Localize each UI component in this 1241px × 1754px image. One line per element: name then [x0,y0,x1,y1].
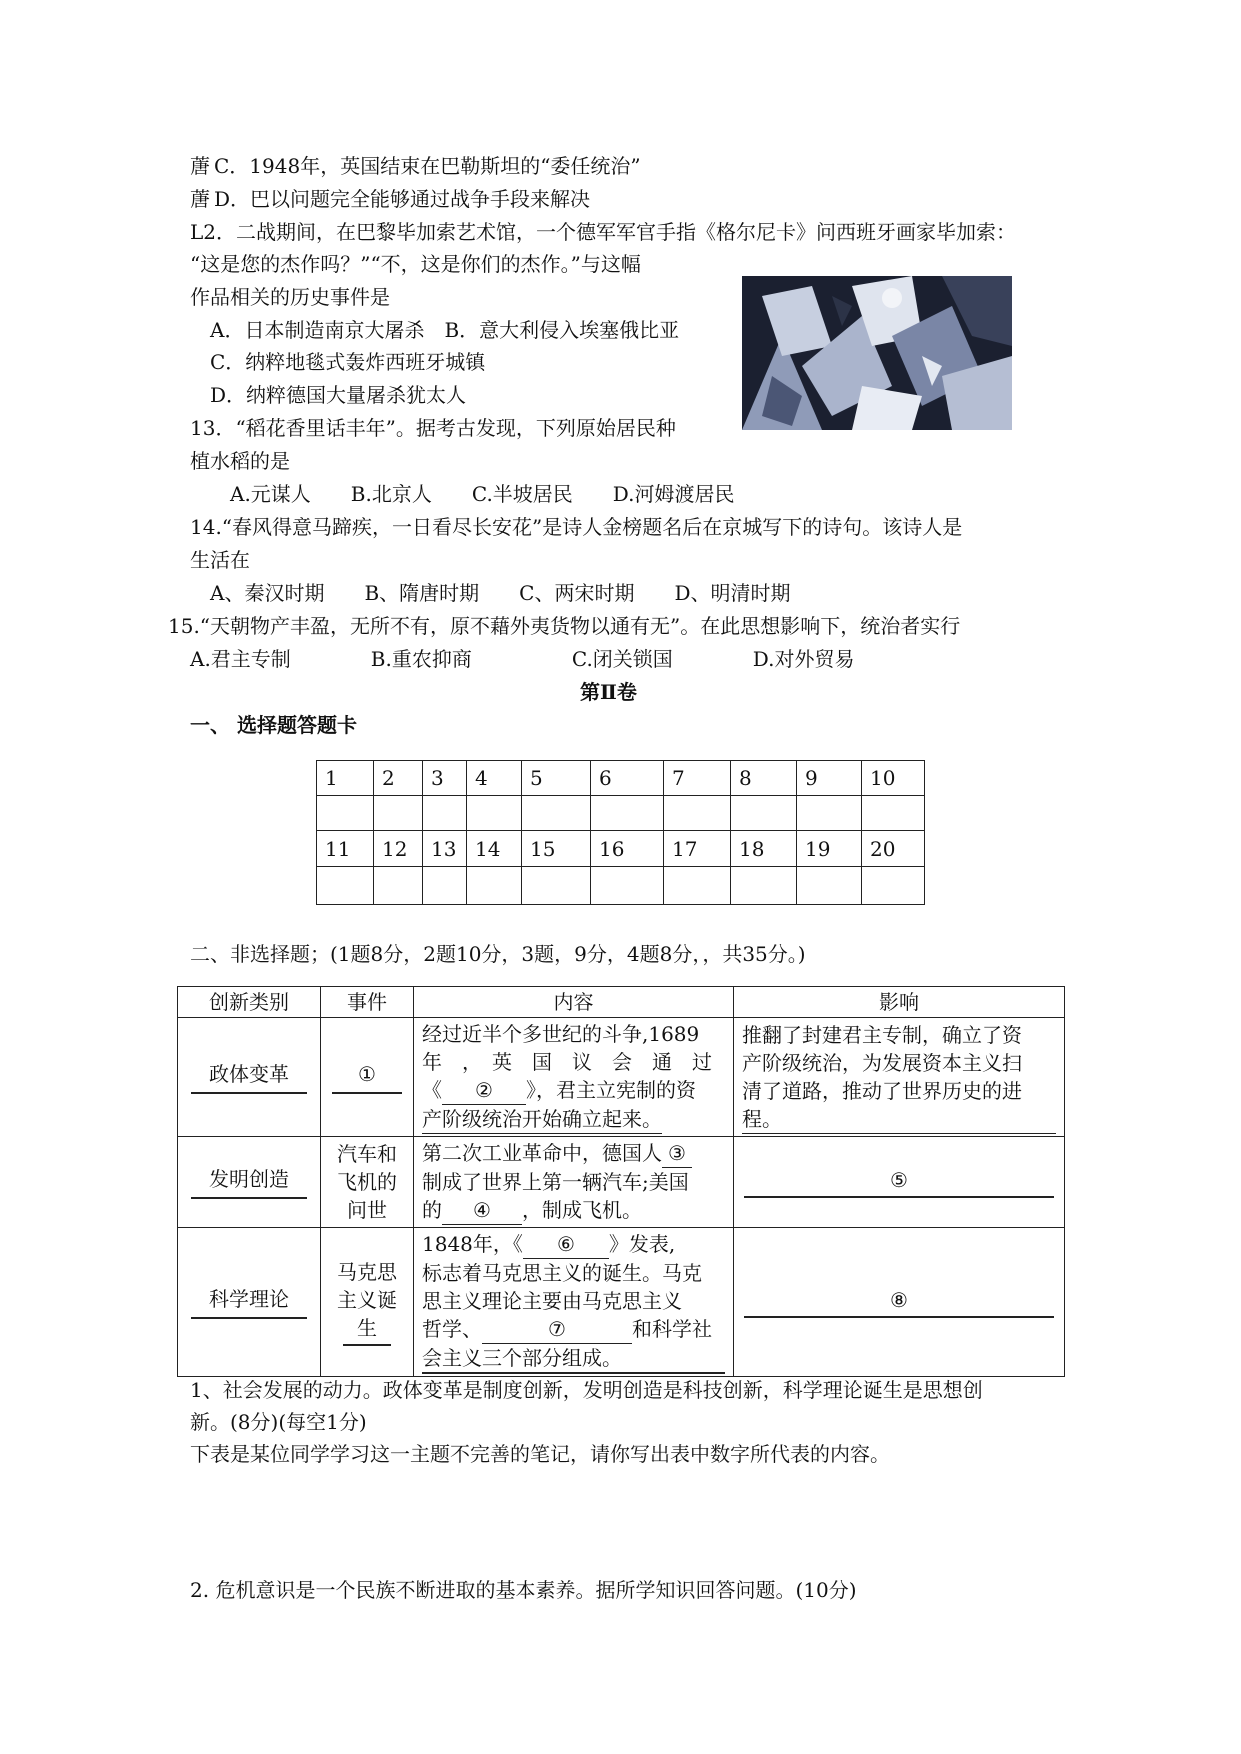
answer-card-cell[interactable] [522,867,591,905]
q12-stem-2: “这是您的杰作吗？”“不，这是你们的杰作。”与这幅 [190,252,641,276]
content-text: 1848年，《 [422,1232,523,1256]
q1-stem-1: 1、社会发展的动力。政体变革是制度创新，发明创造是科技创新，科学理论诞生是思想创 [190,1378,983,1402]
answer-card-number: 10 [862,761,925,796]
q15-stem: 15.“天朝物产丰盈，无所不有，原不藉外夷货物以通有无”。在此思想影响下，统治者实行 [168,614,961,638]
q13-stem-1: 13．“稻花香里话丰年”。据考古发现，下列原始居民种 [190,416,676,440]
section2-title: 二、非选择题；(1题8分，2题10分，3题，9分，4题8分，，共35分。) [190,942,806,966]
q14-options: A、秦汉时期 B、隋唐时期 C、两宋时期 D、明清时期 [210,581,791,605]
content-text: 第二次工业革命中，德国人 [422,1141,662,1165]
header-category: 创新类别 [178,987,321,1018]
q12-options-ab: A．日本制造南京大屠杀 B．意大利侵入埃塞俄比亚 [210,318,680,342]
q11-option-c: 蓎 C．1948年，英国结束在巴勒斯坦的“委任统治” [190,154,641,178]
event-line: 问世 [347,1198,387,1222]
event-line: 飞机的 [337,1170,397,1194]
answer-card-cell[interactable] [797,867,862,905]
content-line: 制成了世界上第一辆汽车;美国 [422,1170,689,1194]
answer-card-number: 14 [467,831,522,867]
part2-title: 第Ⅱ卷 [580,680,637,704]
table-row [178,1228,1065,1377]
answer-card-cell[interactable] [467,796,522,831]
answer-card-cell[interactable] [862,796,925,831]
answer-card-cell[interactable] [423,867,467,905]
answer-card-number: 8 [731,761,797,796]
category-politics: 政体变革 [191,1060,307,1094]
answer-card-number: 13 [423,831,467,867]
category-theory: 科学理论 [191,1285,307,1319]
blank-8[interactable]: ⑧ [744,1286,1054,1318]
answer-card-number: 18 [731,831,797,867]
content-line: 思主义理论主要由马克思主义 [422,1289,682,1313]
event-line: 马克思 [337,1260,397,1284]
blank-6[interactable]: ⑥ [523,1230,609,1259]
q1-stem-2: 新。(8分)(每空1分) [190,1410,367,1434]
q13-stem-2: 植水稻的是 [190,449,290,473]
answer-card-number: 6 [591,761,664,796]
answer-card-number: 5 [522,761,591,796]
blank-5[interactable]: ⑤ [744,1166,1054,1198]
content-line: 会主义三个部分组成。 [422,1344,725,1374]
content-text: 》发表, [608,1232,676,1256]
answer-card-number: 17 [664,831,731,867]
blank-2[interactable]: ② [442,1076,526,1105]
blank-1[interactable]: ① [332,1060,402,1094]
answer-card-number: 2 [374,761,423,796]
content-line: 经过近半个多世纪的斗争,1689 [422,1022,700,1046]
blank-7[interactable]: ⑦ [482,1315,632,1344]
answer-card-number: 4 [467,761,522,796]
answer-card-number: 7 [664,761,731,796]
answer-card-cell[interactable] [664,867,731,905]
answer-card-cell[interactable] [731,796,797,831]
event-line: 主义诞 [337,1288,397,1312]
category-invention: 发明创造 [191,1165,307,1199]
answer-card-cell[interactable] [591,796,664,831]
answer-card-cell[interactable] [423,796,467,831]
table-row [178,1018,1065,1137]
blank-3[interactable]: ③ [662,1139,692,1168]
q12-option-c: C．纳粹地毯式轰炸西班牙城镇 [210,350,486,374]
section1-title: 一、 选择题答题卡 [190,713,357,737]
q12-option-d: D．纳粹德国大量屠杀犹太人 [210,383,467,407]
content-text: 的 [422,1198,442,1222]
answer-card-grid [316,760,925,905]
answer-card-number: 16 [591,831,664,867]
q12-stem-1: L2．二战期间，在巴黎毕加索艺术馆，一个德军军官手指《格尔尼卡》问西班牙画家毕加索： [190,220,1017,244]
answer-card-number: 12 [374,831,423,867]
q14-stem-2: 生活在 [190,548,250,572]
header-impact: 影响 [734,987,1065,1018]
answer-card-cell[interactable] [664,796,731,831]
q14-stem-1: 14.“春风得意马蹄疾，一日看尽长安花”是诗人金榜题名后在京城写下的诗句。该诗人是 [190,515,963,539]
header-event: 事件 [321,987,414,1018]
answer-card-cell[interactable] [591,867,664,905]
answer-card-cell[interactable] [374,796,423,831]
content-text: 哲学、 [422,1317,482,1341]
table-row [178,1137,1065,1228]
impact-line: 产阶级统治，为发展资本主义扫 [742,1050,1022,1075]
q2-stem: 2. 危机意识是一个民族不断进取的基本素养。据所学知识回答问题。(10分) [190,1578,857,1602]
q11-option-d: 蓎 D．巴以问题完全能够通过战争手段来解决 [190,187,591,211]
content-line: 产阶级统治开始确立起来。 [422,1105,662,1134]
answer-card-number: 15 [522,831,591,867]
impact-line: 程。 [742,1105,1056,1134]
header-content: 内容 [414,987,734,1018]
event-line: 汽车和 [337,1142,397,1166]
guernica-painting [742,276,1012,430]
blank-4[interactable]: ④ [442,1196,522,1225]
answer-card-cell[interactable] [317,867,374,905]
q13-options: A.元谋人 B.北京人 C.半坡居民 D.河姆渡居民 [230,482,735,506]
content-line: 年 ， 英 国 议 会 通 过 [422,1050,712,1074]
content-text: ，制成飞机。 [522,1198,642,1222]
content-text: 和科学社 [632,1317,712,1341]
answer-card-number: 3 [423,761,467,796]
content-line: 标志着马克思主义的诞生。马克 [422,1261,702,1285]
impact-line: 推翻了封建君主专制，确立了资 [742,1022,1022,1047]
answer-card-cell[interactable] [731,867,797,905]
q15-options: A.君主专制 B.重农抑商 C.闭关锁国 D.对外贸易 [190,647,855,671]
answer-card-number: 1 [317,761,374,796]
answer-card-cell[interactable] [467,867,522,905]
content-text: 《 [422,1078,442,1102]
answer-card-number: 19 [797,831,862,867]
answer-card-number: 11 [317,831,374,867]
answer-card-cell[interactable] [797,796,862,831]
answer-card-cell[interactable] [374,867,423,905]
answer-card-number: 9 [797,761,862,796]
impact-line: 清了道路，推动了世界历史的进 [742,1078,1022,1103]
answer-card-cell[interactable] [522,796,591,831]
answer-card-number: 20 [862,831,925,867]
innovation-table [177,986,1065,1377]
q12-stem-3: 作品相关的历史事件是 [190,285,390,309]
event-line: 生 [343,1314,391,1346]
answer-card-cell[interactable] [862,867,925,905]
answer-card-cell[interactable] [317,796,374,831]
q1-stem-3: 下表是某位同学学习这一主题不完善的笔记，请你写出表中数字所代表的内容。 [190,1442,890,1466]
content-text: 》，君主立宪制的资 [526,1078,696,1102]
